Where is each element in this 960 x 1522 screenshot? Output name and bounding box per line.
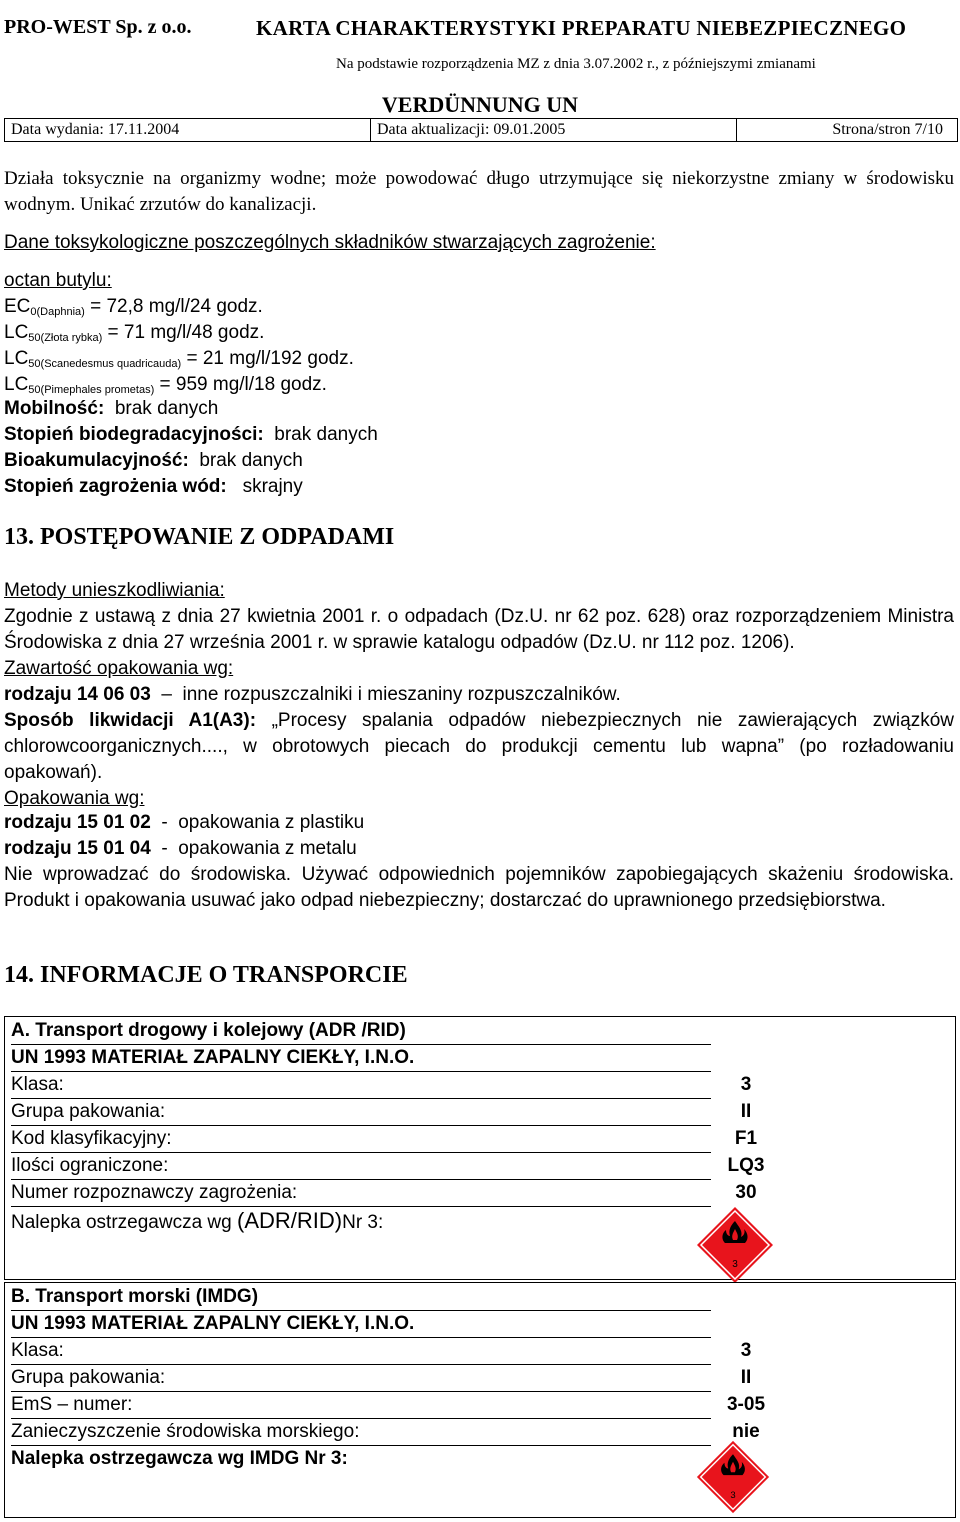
- prop-biodegradation: Stopień biodegradacyjności: brak danych: [4, 424, 378, 445]
- sea-row-marine-pollutant: Zanieczyszczenie środowiska morskiego: nie: [11, 1421, 760, 1442]
- packaging-item-2: rodzaju 15 01 04 - opakowania z metalu: [4, 838, 357, 859]
- packaging-item-1: rodzaju 15 01 02 - opakowania z plastiku: [4, 812, 365, 833]
- issue-date: Data wydania: 17.11.2004: [5, 119, 371, 141]
- road-row-class: Klasa: 3: [11, 1074, 752, 1095]
- tox-value-1: $EC_{0(Daphnia)} = 72,8$ mg/l/24 godz.: [4, 296, 263, 318]
- prop-mobility: Mobilność: brak danych: [4, 398, 219, 419]
- update-date: Data aktualizacji: 09.01.2005: [371, 119, 737, 141]
- content-code-line: rodzaju 14 06 03 – inne rozpuszczalniki i mieszaniny rozpuszczalników.: [4, 684, 621, 705]
- transport-sea-box: [4, 1282, 956, 1518]
- sea-row-class: Klasa: 3: [11, 1340, 752, 1361]
- eco-intro: Działa toksycznie na organizmy wodne; może powodować długo utrzymujące się niekorzystne zmiany w środowisku wodnym. Unikać zrzutów do kanalizacji.: [4, 168, 954, 215]
- flammable-liquid-placard-icon: [695, 1439, 771, 1515]
- svg-text:3: 3: [730, 1489, 736, 1501]
- road-row-hazard-number: Numer rozpoznawczy zagrożenia: 30: [11, 1182, 757, 1203]
- svg-text:3: 3: [732, 1259, 738, 1270]
- methods-label: Metody unieszkodliwiania:: [4, 580, 225, 601]
- road-row-packing-group: Grupa pakowania: II: [11, 1101, 752, 1122]
- road-un: UN 1993 MATERIAŁ ZAPALNY CIEKŁY, I.N.O.: [11, 1047, 415, 1068]
- packaging-label: Opakowania wg:: [4, 788, 145, 809]
- road-title: A. Transport drogowy i kolejowy (ADR /RID): [11, 1020, 406, 1041]
- product-name: VERDÜNNUNG UN: [381, 92, 579, 117]
- sea-un: UN 1993 MATERIAŁ ZAPALNY CIEKŁY, I.N.O.: [11, 1313, 415, 1334]
- disposal-text: Sposób likwidacji A1(A3): „Procesy spalania odpadów niebezpiecznych nie zawierających związków chlorowcoorganicznych...., w obrotowych piecach do produkcji cementu lub wapna” (po rozładowaniu opakowań).: [4, 710, 954, 783]
- company-name: PRO-WEST Sp. z o.o.: [4, 16, 192, 38]
- sea-title: B. Transport morski (IMDG): [11, 1286, 259, 1307]
- prop-bioaccumulation: Bioakumulacyjność: brak danych: [4, 450, 303, 471]
- tox-value-3: $LC_{50(Scanedesmus quadricauda)} = 21$ mg/l/192 godz.: [4, 348, 354, 370]
- flammable-liquid-placard-icon: [695, 1205, 775, 1285]
- document-subtitle: Na podstawie rozporządzenia MZ z dnia 3.07.2002 r., z późniejszymi zmianami: [336, 56, 816, 72]
- packaging-note: Nie wprowadzać do środowiska. Używać odpowiednich pojemników zapobiegających skażeniu środowiska. Produkt i opakowania usuwać jako odpad niebezpieczny; dostarczać do uprawnionego przedsiębiorstwa.: [4, 864, 954, 911]
- sea-row-packing-group: Grupa pakowania: II: [11, 1367, 752, 1388]
- content-label: Zawartość opakowania wg:: [4, 658, 234, 679]
- road-row-limited-quantity: Ilości ograniczone: LQ3: [11, 1155, 765, 1176]
- tox-value-4: $LC_{50(Pimephales prometas)} = 959$ mg/l/18 godz.: [4, 374, 327, 396]
- tox-value-2: $LC_{50(Złota rybka)} = 71$ mg/l/48 godz.: [4, 322, 265, 344]
- prop-water-hazard: Stopień zagrożenia wód: skrajny: [4, 476, 303, 497]
- section-14-heading: 14. INFORMACJE O TRANSPORCIE: [4, 962, 408, 988]
- header-info-row: [4, 118, 958, 142]
- road-label-line: Nalepka ostrzegawcza wg (ADR/RID)Nr 3:: [11, 1208, 384, 1233]
- sea-row-ems: EmS – numer: 3-05: [11, 1394, 766, 1415]
- methods-text: Zgodnie z ustawą z dnia 27 kwietnia 2001 r. o odpadach (Dz.U. nr 62 poz. 628) oraz rozporządzeniem Ministra Środowiska z dnia 27 września 2001 r. w sprawie katalogu odpadów (Dz.U. nr 112 poz. 1206).: [4, 606, 954, 653]
- tox-heading: Dane toksykologiczne poszczególnych składników stwarzających zagrożenie:: [4, 232, 656, 253]
- road-row-classification-code: Kod klasyfikacyjny: F1: [11, 1128, 758, 1149]
- sea-label-line: Nalepka ostrzegawcza wg IMDG Nr 3:: [11, 1448, 348, 1469]
- transport-road-box: [4, 1016, 956, 1280]
- document-title: KARTA CHARAKTERYSTYKI PREPARATU NIEBEZPIECZNEGO: [256, 16, 907, 40]
- section-13-heading: 13. POSTĘPOWANIE Z ODPADAMI: [4, 524, 395, 550]
- page-number: Strona/stron 7/10: [832, 121, 943, 138]
- component-name: octan butylu:: [4, 270, 112, 291]
